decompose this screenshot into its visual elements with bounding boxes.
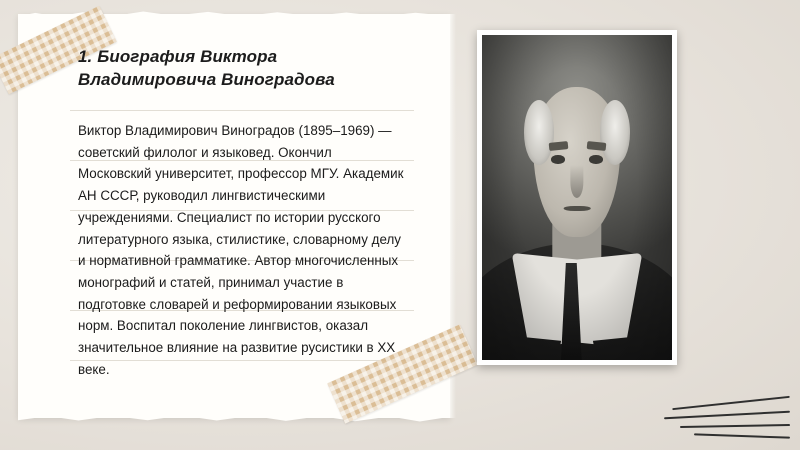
ink-stroke [694, 433, 790, 438]
ink-stroke [672, 396, 790, 410]
portrait-photo [482, 35, 672, 360]
rule-line [70, 110, 414, 111]
ink-stroke [680, 424, 790, 428]
ink-stroke [664, 411, 790, 420]
slide-title: 1. Биография Виктора Владимировича Виноградова [78, 47, 335, 89]
slide-body-text: Виктор Владимирович Виноградов (1895–1969) — советский филолог и языковед. Окончил Московский университет, профессор МГУ. Академик АН СССР, руководил лингвистическими учреждениями. Специалист по истории русского литературного языка, стилистике, словарному делу и нормативной грамматике. Автор многочисленных монографий и статей, принимал участие в подготовке словарей и реформировании языковых норм. Воспитал поколение лингвистов, оказал значительное влияние на развитие русистики в XX веке. [78, 123, 404, 377]
portrait-photo-frame [477, 30, 677, 365]
ink-strokes-decoration [650, 388, 790, 444]
photo-vignette [482, 35, 672, 360]
